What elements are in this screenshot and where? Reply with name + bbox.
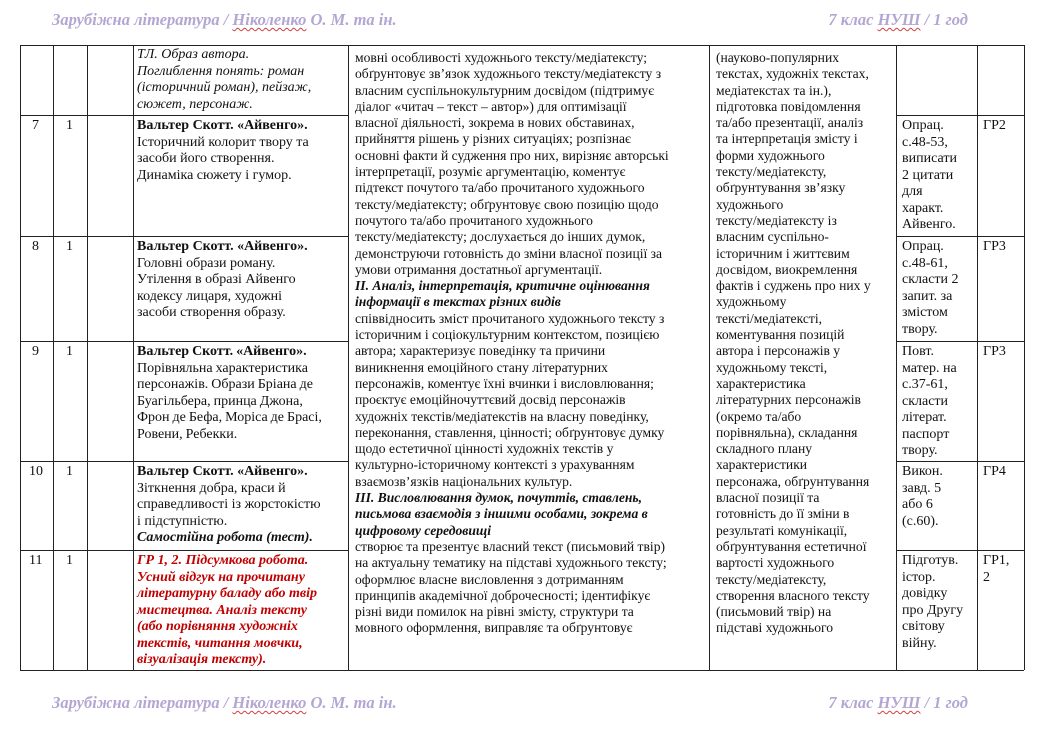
topic-line: (історичний роман), пейзаж, bbox=[137, 80, 312, 95]
outcomes-line: прийняття рішень у різних ситуаціях; розпізнає bbox=[355, 131, 631, 147]
learning-outcomes-cell bbox=[355, 50, 707, 637]
homework-line: або 6 bbox=[902, 497, 933, 512]
homework-line: скласти bbox=[902, 393, 949, 409]
topic-line: ГР 1, 2. Підсумкова робота. bbox=[137, 553, 309, 568]
homework-cell bbox=[902, 118, 976, 234]
topic-title: Вальтер Скотт. «Айвенго». bbox=[137, 118, 308, 133]
outcomes-line: переконання, ставлення, цінності; обґрунтовує думку bbox=[355, 424, 665, 440]
outcomes-line: умови отримання достатньої аргументації. bbox=[355, 261, 603, 277]
footer-title bbox=[52, 693, 397, 713]
activities-line: підготовка повідомлення bbox=[716, 98, 861, 114]
header-title-author: Ніколенко bbox=[232, 10, 307, 29]
homework-line: для bbox=[902, 184, 923, 199]
activities-line: медіатекстах та ін.), bbox=[716, 82, 832, 98]
outcomes-line: взаємозв’язків національних культур. bbox=[355, 473, 573, 489]
lesson-number: 11 bbox=[29, 553, 43, 568]
homework-line: паспорт bbox=[902, 426, 950, 442]
activities-line: обґрунтування естетичної bbox=[716, 538, 867, 554]
homework-line: літерат. bbox=[902, 410, 947, 425]
outcomes-line: почутого та/або прочитаного художнього bbox=[355, 212, 593, 228]
topic-line: ТЛ. Образ автора. bbox=[137, 47, 250, 62]
column-divider bbox=[977, 45, 978, 670]
activities-line: та інтерпретація змісту і bbox=[716, 131, 858, 147]
lesson-hours: 1 bbox=[66, 464, 73, 479]
group-line: ГР1, bbox=[983, 553, 1010, 568]
outcomes-line: власним суспільнокультурним досвідом (підтримує bbox=[355, 82, 655, 98]
column-divider bbox=[709, 45, 710, 670]
row-divider bbox=[20, 236, 348, 237]
header-title-suffix: О. М. та ін. bbox=[306, 10, 397, 29]
homework-cell bbox=[902, 344, 976, 460]
topic-line: і підступністю. bbox=[137, 513, 228, 529]
topic-line: текстів, читання мовчки, bbox=[137, 635, 303, 651]
activities-line: готовність до її зміни в bbox=[716, 506, 850, 522]
row-divider bbox=[896, 550, 1024, 551]
outcomes-line: виникнення емоційного стану літературних bbox=[355, 359, 608, 375]
topic-line: Зіткнення добра, краси й bbox=[137, 480, 286, 496]
row-divider bbox=[20, 115, 348, 116]
column-divider bbox=[1024, 45, 1025, 670]
outcomes-heading: цифровому середовищі bbox=[355, 522, 492, 538]
homework-line: змістом bbox=[902, 305, 948, 320]
topic-note: Самостійна робота (тест). bbox=[137, 530, 313, 545]
row-divider bbox=[896, 461, 1024, 462]
activities-line: порівняльна), складання bbox=[716, 424, 858, 440]
table-bottom-border bbox=[20, 670, 1024, 671]
column-divider bbox=[896, 45, 897, 670]
homework-line: виписати bbox=[902, 151, 957, 166]
outcomes-line: діалог «читач – текст – автор») для оптимізації bbox=[355, 98, 627, 114]
header-grade-word: НУШ bbox=[877, 10, 921, 29]
activities-line: складного плану bbox=[716, 441, 813, 457]
homework-cell bbox=[902, 239, 976, 338]
homework-line: війну. bbox=[902, 635, 937, 651]
outcomes-line: щодо естетичної цінності художніх текстів у bbox=[355, 441, 614, 457]
topic-line: кодексу лицаря, художні bbox=[137, 288, 283, 304]
row-divider bbox=[20, 341, 348, 342]
topic-line: Головні образи роману. bbox=[137, 255, 276, 271]
outcomes-line: автора; характеризує поведінку та причини bbox=[355, 343, 606, 359]
homework-line: с.48-61, bbox=[902, 255, 948, 271]
homework-line: завд. 5 bbox=[902, 480, 942, 496]
table-top-border bbox=[20, 45, 1024, 46]
lesson-number: 8 bbox=[32, 239, 39, 254]
activities-line: тексту/медіатексту, bbox=[716, 571, 827, 587]
lesson-number: 10 bbox=[29, 464, 43, 479]
group-cell bbox=[983, 553, 1009, 586]
topic-line: літературну баладу або твір bbox=[137, 586, 318, 601]
activities-line: тексту/медіатексту із bbox=[716, 212, 837, 228]
topic-line: Порівняльна характеристика bbox=[137, 360, 308, 376]
activities-line: обґрунтування зв’язку bbox=[716, 180, 846, 196]
outcomes-line: на актуальну тематику на підставі художнього тексту; bbox=[355, 555, 667, 571]
activities-line: художнього bbox=[716, 196, 784, 212]
group-line: 2 bbox=[983, 569, 990, 585]
homework-cell bbox=[902, 553, 976, 652]
homework-line: Айвенго. bbox=[902, 217, 956, 232]
activities-line: художньому тексті, bbox=[716, 359, 828, 375]
row-divider bbox=[20, 550, 348, 551]
homework-line: (с.60). bbox=[902, 513, 939, 529]
activities-line: літературних персонажів bbox=[716, 392, 861, 408]
outcomes-line: співвідносить зміст прочитаного художнього тексту з bbox=[355, 310, 665, 326]
homework-line: с.48-53, bbox=[902, 134, 948, 150]
outcomes-line: оформлює власне висловлення з дотриманням bbox=[355, 571, 624, 587]
outcomes-heading: інформації в текстах різних видів bbox=[355, 294, 561, 310]
homework-line: про Другу bbox=[902, 602, 964, 618]
homework-line: Викон. bbox=[902, 464, 943, 479]
topic-title: Вальтер Скотт. «Айвенго». bbox=[137, 239, 308, 254]
activities-line: форми художнього bbox=[716, 147, 825, 163]
activities-line: власним суспільно- bbox=[716, 229, 829, 245]
outcomes-line: історичним і соціокультурним контекстом, позицією bbox=[355, 327, 660, 343]
activities-line: створення власного тексту bbox=[716, 587, 870, 603]
homework-line: Опрац. bbox=[902, 118, 944, 133]
activities-line: підставі художнього bbox=[716, 620, 834, 636]
topic-title: Вальтер Скотт. «Айвенго». bbox=[137, 464, 308, 479]
group-cell: ГР2 bbox=[983, 118, 1006, 133]
group-cell: ГР3 bbox=[983, 239, 1006, 254]
activities-line: художньому bbox=[716, 294, 787, 310]
outcomes-line: інтерпретації, розуміє аргументацію, коментує bbox=[355, 164, 626, 180]
activities-line: характеристика bbox=[716, 375, 806, 391]
topic-cell bbox=[137, 118, 347, 184]
outcomes-line: принципів академічної доброчесності; ідентифікує bbox=[355, 587, 651, 603]
outcomes-line: власної діяльності, зокрема в нових обставинах, bbox=[355, 115, 635, 131]
activities-line: (окремо та/або bbox=[716, 408, 802, 424]
learning-activities-cell bbox=[716, 50, 896, 637]
column-divider bbox=[53, 45, 54, 670]
homework-line: с.37-61, bbox=[902, 377, 948, 392]
homework-line: твору. bbox=[902, 443, 938, 458]
outcomes-line: персонажів, коментує їхні вчинки і висловлювання; bbox=[355, 375, 654, 391]
homework-line: Підготув. bbox=[902, 553, 959, 568]
topic-line: Буагільбера, принца Джона, bbox=[137, 393, 303, 409]
activities-line: тексту/медіатексту, bbox=[716, 164, 827, 180]
outcomes-line: проєктує емоційночуттєвий досвід персонажів bbox=[355, 392, 626, 408]
activities-line: тексті/медіатексті, bbox=[716, 310, 822, 326]
topic-line: Поглиблення понять: роман bbox=[137, 63, 305, 79]
outcomes-line: основні факти й судження про них, вирізняє авторські bbox=[355, 147, 669, 163]
activities-line: історичним і життєвим bbox=[716, 245, 850, 261]
activities-line: фактів і суджень про них у bbox=[716, 278, 871, 294]
outcomes-line: різні види помилок на рівні змісту, структури та bbox=[355, 604, 634, 620]
footer-grade bbox=[828, 693, 968, 713]
activities-line: текстах, художніх текстах, bbox=[716, 66, 869, 82]
outcomes-line: мовного оформлення, виправляє та обґрунтовує bbox=[355, 620, 633, 636]
topic-cell bbox=[137, 239, 347, 322]
topic-line: Історичний колорит твору та bbox=[137, 134, 309, 150]
homework-line: світову bbox=[902, 619, 945, 634]
group-cell: ГР3 bbox=[983, 344, 1006, 359]
lesson-number: 9 bbox=[32, 344, 39, 359]
group-cell: ГР4 bbox=[983, 464, 1006, 479]
outcomes-line: культурно-історичному контексті з урахуванням bbox=[355, 457, 635, 473]
column-divider bbox=[87, 45, 88, 670]
activities-line: характеристики bbox=[716, 457, 808, 473]
outcomes-line: тексту/медіатексту; обґрунтовує свою позицію щодо bbox=[355, 196, 659, 212]
homework-cell bbox=[902, 464, 976, 530]
column-divider bbox=[348, 45, 349, 670]
header-title-prefix: Зарубіжна література / bbox=[52, 10, 233, 29]
homework-line: характ. bbox=[902, 200, 944, 216]
topic-cell bbox=[137, 344, 347, 443]
activities-line: персонажа, обґрунтування bbox=[716, 473, 870, 489]
activities-line: автора і персонажів у bbox=[716, 343, 841, 359]
row-divider bbox=[896, 341, 1024, 342]
column-divider bbox=[20, 45, 21, 670]
topic-line: (або порівняння художніх bbox=[137, 619, 298, 634]
footer-grade-word: НУШ bbox=[877, 693, 921, 712]
topic-line: справедливості із жорстокістю bbox=[137, 497, 321, 512]
topic-line: Динаміка сюжету і гумор. bbox=[137, 167, 292, 183]
outcomes-heading: письмова взаємодія з іншими особами, зокрема в bbox=[355, 506, 648, 522]
outcomes-line: тексту/медіатексту; дослухається до інших думок, bbox=[355, 229, 646, 245]
topic-title: Вальтер Скотт. «Айвенго». bbox=[137, 344, 307, 359]
lesson-hours: 1 bbox=[66, 553, 73, 568]
topic-line: Фрон де Бефа, Моріса де Брасі, bbox=[137, 410, 322, 425]
row-divider bbox=[896, 115, 1024, 116]
homework-line: істор. bbox=[902, 569, 936, 585]
homework-line: матер. на bbox=[902, 360, 957, 376]
topic-line: Усний відгук на прочитану bbox=[137, 569, 305, 585]
topic-line: Ровени, Ребекки. bbox=[137, 426, 238, 442]
lesson-hours: 1 bbox=[66, 118, 73, 133]
activities-line: коментування позицій bbox=[716, 327, 845, 343]
outcomes-line: обґрунтовує зв’язок художнього тексту/медіатексту з bbox=[355, 66, 662, 82]
activities-line: вартості художнього bbox=[716, 555, 835, 571]
topic-line: Утілення в образі Айвенго bbox=[137, 272, 296, 287]
page-footer bbox=[52, 693, 968, 713]
outcomes-line: художніх текстів/медіатекстів на власну поведінку, bbox=[355, 408, 649, 424]
topic-cell-final-work bbox=[137, 553, 347, 669]
activities-line: (науково-популярних bbox=[716, 50, 840, 65]
header-grade-suffix: / 1 год bbox=[920, 10, 968, 29]
footer-title-suffix: О. М. та ін. bbox=[306, 693, 397, 712]
header-grade-prefix: 7 клас bbox=[828, 10, 878, 29]
homework-line: довідку bbox=[902, 586, 948, 601]
topic-cell-continued bbox=[137, 47, 347, 113]
activities-line: (письмовий твір) на bbox=[716, 604, 832, 620]
topic-line: мистецтва. Аналіз тексту bbox=[137, 602, 307, 618]
column-divider bbox=[133, 45, 134, 670]
outcomes-heading: II. Аналіз, інтерпретація, критичне оцінювання bbox=[355, 278, 650, 294]
homework-line: Повт. bbox=[902, 344, 934, 359]
homework-line: Опрац. bbox=[902, 239, 944, 254]
topic-line: засоби створення образу. bbox=[137, 305, 286, 320]
activities-line: результаті комунікації, bbox=[716, 522, 848, 538]
outcomes-heading: III. Висловлювання думок, почуттів, ставлень, bbox=[355, 490, 643, 506]
footer-title-author: Ніколенко bbox=[232, 693, 307, 712]
lesson-hours: 1 bbox=[66, 239, 73, 254]
outcomes-line: створює та презентує власний текст (письмовий твір) bbox=[355, 538, 666, 554]
homework-line: запит. за bbox=[902, 288, 953, 304]
homework-line: 2 цитати bbox=[902, 167, 954, 183]
outcomes-line: мовні особливості художнього тексту/медіатексту; bbox=[355, 50, 648, 65]
row-divider bbox=[896, 236, 1024, 237]
activities-line: власної позиції та bbox=[716, 490, 820, 506]
activities-line: досвідом, виокремлення bbox=[716, 261, 858, 277]
lesson-number: 7 bbox=[32, 118, 39, 133]
homework-line: твору. bbox=[902, 321, 938, 337]
topic-line: сюжет, персонаж. bbox=[137, 96, 253, 112]
topic-line: візуалізація тексту). bbox=[137, 652, 267, 667]
topic-line: засоби його створення. bbox=[137, 151, 275, 166]
row-divider bbox=[20, 461, 348, 462]
lesson-hours: 1 bbox=[66, 344, 73, 359]
outcomes-line: демонструючи готовність до зміни власної позиції за bbox=[355, 245, 663, 261]
activities-line: та/або презентації, аналіз bbox=[716, 115, 864, 131]
topic-cell bbox=[137, 464, 347, 547]
homework-line: скласти 2 bbox=[902, 272, 959, 287]
topic-line: персонажів. Образи Бріана де bbox=[137, 377, 313, 392]
footer-grade-prefix: 7 клас bbox=[828, 693, 878, 712]
footer-grade-suffix: / 1 год bbox=[920, 693, 968, 712]
outcomes-line: підтекст почутого та/або прочитаного художнього bbox=[355, 180, 645, 196]
footer-title-prefix: Зарубіжна література / bbox=[52, 693, 233, 712]
